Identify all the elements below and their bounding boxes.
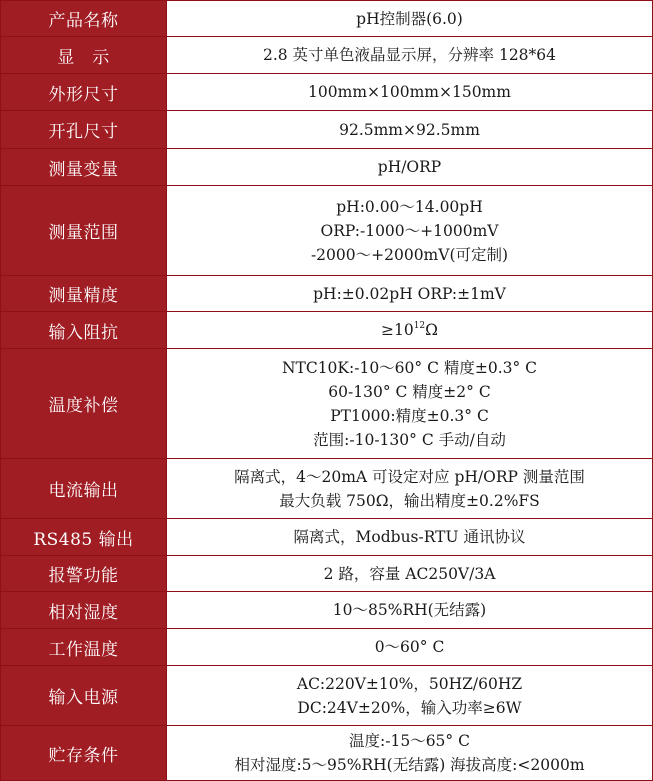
value-line: pH/ORP [377, 158, 442, 176]
row-cutout-size [1, 111, 653, 149]
row-display [1, 37, 653, 74]
value-product-name [167, 1, 653, 37]
label-temp-compensation: 温度补偿 [1, 349, 167, 459]
impedance-prefix: ≥10 [380, 321, 414, 339]
label-storage-conditions: 贮存条件 [1, 726, 167, 781]
row-rs485-output [1, 519, 653, 556]
value-line: 最大负载 750Ω，输出精度±0.2%FS [279, 491, 540, 510]
label-input-impedance: 输入阻抗 [1, 312, 167, 349]
row-alarm-function [1, 556, 653, 592]
label-display: 显 示 [1, 37, 167, 74]
value-line: pH:±0.02pH ORP:±1mV [313, 284, 506, 303]
label-accuracy: 测量精度 [1, 276, 167, 312]
value-line: 60-130° C 精度±2° C [328, 382, 491, 401]
value-line: 温度:-15～65° C [349, 732, 470, 750]
row-temp-compensation [1, 349, 653, 459]
value-rs485-output [167, 519, 653, 556]
value-measuring-range [167, 186, 653, 276]
row-working-temperature [1, 629, 653, 666]
value-temp-compensation [167, 349, 653, 459]
value-line [167, 318, 652, 342]
value-line: PT1000:精度±0.3° C [330, 406, 489, 425]
row-measured-variable [1, 149, 653, 186]
value-measured-variable [167, 149, 653, 186]
value-line: NTC10K:-10～60° C 精度±0.3° C [281, 358, 538, 377]
value-line: 10～85%RH(无结露) [332, 601, 487, 619]
value-cutout-size [167, 111, 653, 149]
value-line: ORP:-1000～+1000mV [320, 221, 499, 240]
label-working-temperature: 工作温度 [1, 629, 167, 666]
value-accuracy [167, 276, 653, 312]
label-outer-size: 外形尺寸 [1, 74, 167, 111]
label-cutout-size: 开孔尺寸 [1, 111, 167, 149]
label-measured-variable: 测量变量 [1, 149, 167, 186]
value-input-impedance [167, 312, 653, 349]
impedance-exponent: 12 [413, 321, 426, 331]
row-measuring-range [1, 186, 653, 276]
value-line: AC:220V±10%，50HZ/60HZ [296, 674, 523, 693]
value-line: 范围:-10-130° C 手动/自动 [313, 430, 506, 449]
value-outer-size [167, 74, 653, 111]
impedance-unit: Ω [425, 321, 439, 339]
value-line: DC:24V±20%，输入功率≥6W [297, 698, 522, 717]
label-rs485-output: RS485 输出 [1, 519, 167, 556]
row-input-impedance [1, 312, 653, 349]
value-line: 隔离式，4～20mA 可设定对应 pH/ORP 测量范围 [234, 467, 585, 486]
value-line: 92.5mm×92.5mm [339, 120, 480, 139]
value-display [167, 37, 653, 74]
row-accuracy [1, 276, 653, 312]
value-current-output [167, 459, 653, 519]
row-storage-conditions [1, 726, 653, 781]
row-relative-humidity [1, 592, 653, 629]
row-outer-size [1, 74, 653, 111]
value-line: 2 路，容量 AC250V/3A [323, 564, 496, 583]
label-current-output: 电流输出 [1, 459, 167, 519]
value-line: pH控制器(6.0) [356, 9, 463, 28]
row-product-name [1, 1, 653, 37]
value-line: 100mm×100mm×150mm [308, 83, 511, 101]
value-relative-humidity [167, 592, 653, 629]
label-measuring-range: 测量范围 [1, 186, 167, 276]
label-relative-humidity: 相对湿度 [1, 592, 167, 629]
label-input-power: 输入电源 [1, 666, 167, 726]
value-line: 0～60° C [374, 638, 445, 656]
value-line: 2.8 英寸单色液晶显示屏，分辨率 128*64 [262, 46, 557, 64]
value-storage-conditions [167, 726, 653, 781]
row-current-output [1, 459, 653, 519]
label-product-name: 产品名称 [1, 1, 167, 37]
value-line: 相对湿度:5～95%RH(无结露) 海拔高度:<2000m [234, 756, 585, 774]
label-alarm-function: 报警功能 [1, 556, 167, 592]
value-alarm-function [167, 556, 653, 592]
value-working-temperature [167, 629, 653, 666]
value-input-power [167, 666, 653, 726]
value-line: -2000～+2000mV(可定制) [310, 245, 509, 264]
value-line: pH:0.00～14.00pH [336, 197, 483, 216]
row-input-power [1, 666, 653, 726]
value-line: 隔离式，Modbus-RTU 通讯协议 [293, 528, 526, 546]
